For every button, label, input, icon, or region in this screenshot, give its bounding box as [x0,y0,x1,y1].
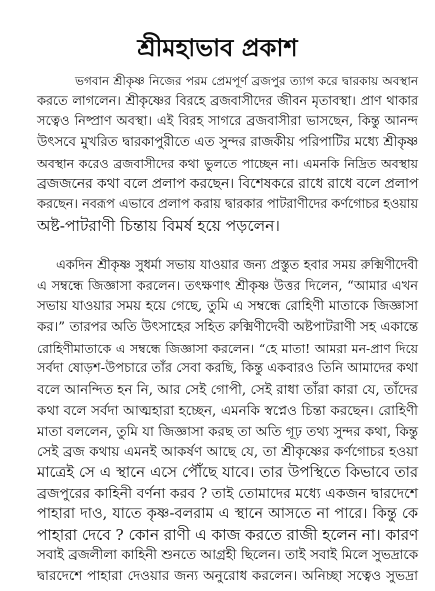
text-line: একদিন শ্রীকৃষ্ণ সুধর্মা সভায় যাওয়ার জন্য প্রস্তুত হবার সময় রুক্মিণীদেবী [56,258,418,273]
text-line: অবস্থান করেও ব্রজবাসীদের কথা ভুলতে পাচ্ছেন না। এমনকি নিদ্রিত অবস্থায় [37,155,418,171]
text-line: সেই ব্রজ কথায় এমনই আকর্ষণ আছে যে, তা শ্রীকৃষ্ণের কর্ণগোচর হওয়া [37,444,418,461]
text-line: সর্বদা ষোড়শ-উপচারে তাঁর সেবা করছি, কিন্তু একবারও তিনি আমাদের কথা [37,361,418,377]
text-line: সভায় যাওয়ার সময় হয়ে গেছে, তুমি এ সম্বন্ধে রোহিণী মাতাকে জিজ্ঞাসা [37,299,418,315]
text-line: অষ্ট-পাটরাণী চিন্তায় বিমর্ষ হয়ে পড়লেন। [37,216,280,235]
text-line: ভগবান শ্রীকৃষ্ণ নিজের পরম প্রেমপূর্ণ ব্রজপুর ত্যাগ করে দ্বারকায় অবস্থান [75,74,418,88]
paragraph [37,71,418,237]
text-line: রোহিণীমাতাকে এ সম্বন্ধে জিজ্ঞাসা করলেন। “হে মাতা! আমরা মন-প্রাণ দিয়ে [37,340,418,356]
text-line: ব্রজপুরের কাহিনী বর্ণনা করব ? তাই তোমাদের মধ্যে একজন দ্বারদেশে [37,485,418,502]
text-line: মাত্রেই সে এ স্থানে এসে পৌঁছে যাবে। তার উপস্থিতে কিভাবে তার [37,463,418,481]
text-line: ব্রজজনের কথা বলে প্রলাপ করছেন। বিশেষকরে রাধে রাধে বলে প্রলাপ [37,176,419,193]
text-line: পাহারা দেবে ? কোন রাণী এ কাজ করতে রাজী হলেন না। কারণ [37,525,419,544]
text-line: করছেন। নবরূপ এভাবে প্রলাপ করায় দ্বারকার পাটরাণীদের কর্ণগোচর হওয়ায় [37,197,418,213]
page-title: শ্রীমহাভাব প্রকাশ [137,33,298,62]
text-line: এ সম্বন্ধে জিজ্ঞাসা করলেন। তৎক্ষণাৎ শ্রীকৃষ্ণ উত্তর দিলেন, “আমার এখন [37,278,418,294]
text-line: উৎসবে মুখরিত দ্বারকাপুরীতে এত সুন্দর রাজকীয় পরিপাটির মধ্যে শ্রীকৃষ্ণ [37,135,418,151]
text-line: করতে লাগলেন। শ্রীকৃষ্ণের বিরহে ব্রজবাসীদের জীবন মৃতাবস্থা। প্রাণ থাকার [37,93,418,109]
paragraph [37,256,418,587]
text-line: কথা বলে সর্বদা আত্মহারা হচ্ছেন, এমনকি স্বপ্নেও চিন্তা করছেন। রোহিণী [37,402,418,419]
text-line: বলে আনন্দিত হন নি, আর সেই গোপী, সেই রাধা তাঁরা কারা যে, তাঁদের [37,382,418,399]
text-line: দ্বারদেশে পাহারা দেওয়ার জন্য অনুরোধ করলেন। অনিচ্ছা সত্বেও সুভদ্রা [37,568,418,585]
text-line: কর।” তারপর অতি উৎসাহের সহিত রুক্মিণীদেবী অষ্টপাটরাণী সহ একান্তে [37,320,418,336]
text-line: সবাই ব্রজলীলা কাহিনী শুনতে আগ্রহী ছিলেন। তাই সবাই মিলে সুভদ্রাকে [37,547,418,563]
text-line: মাতা বললেন, তুমি যা জিজ্ঞাসা করছ তা অতি গূঢ় তথ্য সুন্দর কথা, কিন্তু [37,423,419,440]
text-line: পাহারা দাও, যাতে কৃষ্ণ-বলরাম এ স্থানে আসতে না পারে। কিন্তু কে [37,506,418,523]
text-line: সত্বেও নিষ্প্রাণ অবস্থা। এই বিরহ সাগরে ব্রজবাসীরা ভাসছেন, কিন্তু আনন্দ [37,114,418,130]
